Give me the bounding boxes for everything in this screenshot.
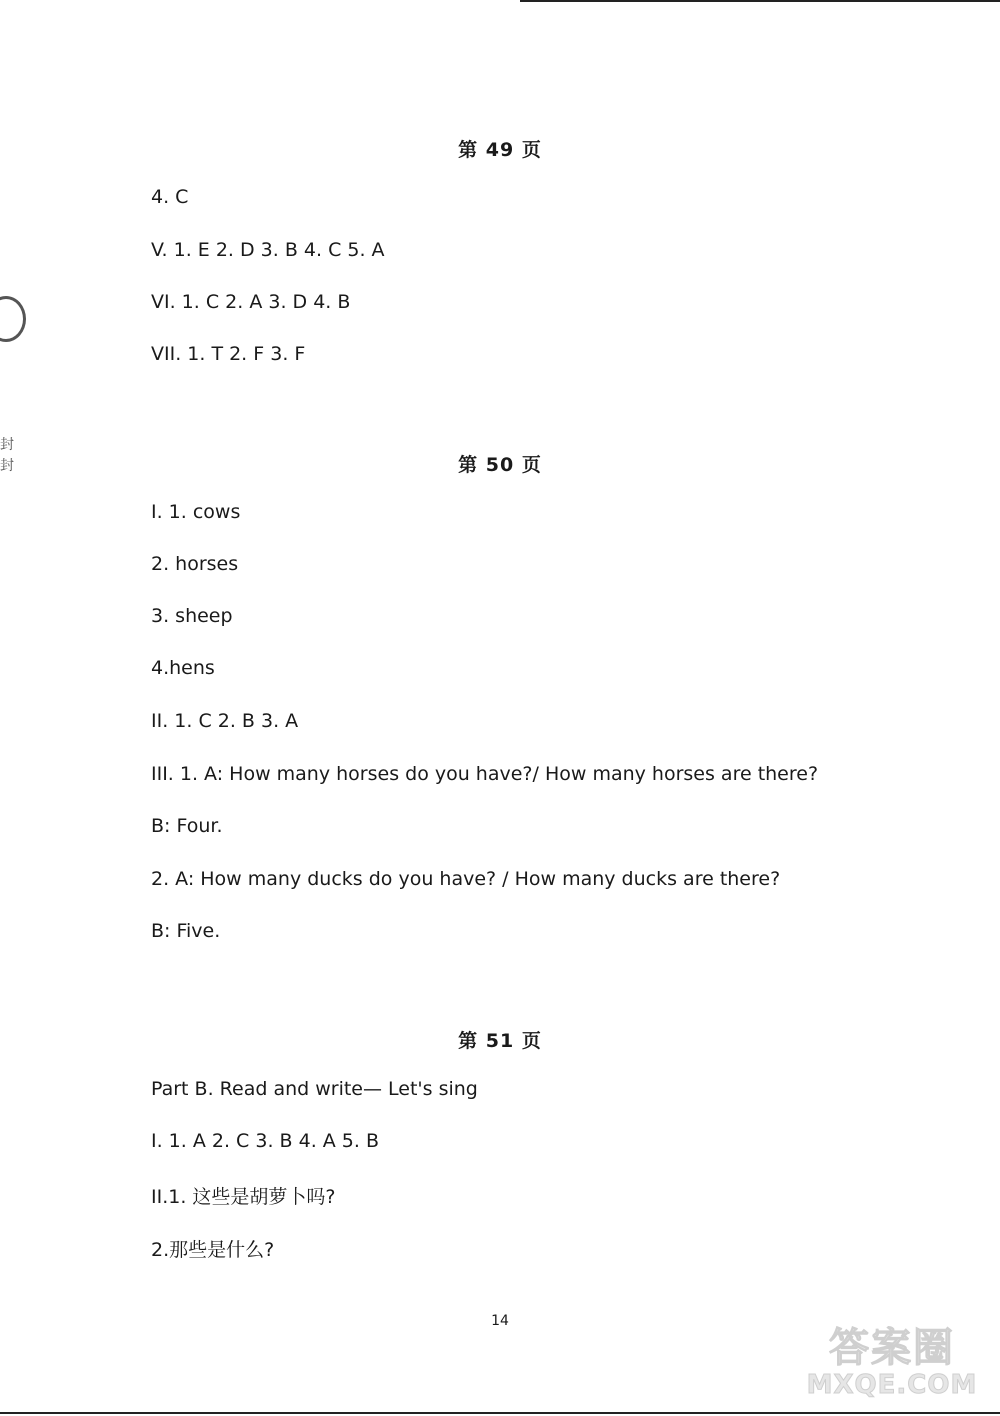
answer-line: II. 1. C 2. B 3. A xyxy=(151,710,299,732)
answer-line: VI. 1. C 2. A 3. D 4. B xyxy=(151,291,351,313)
top-border-line xyxy=(520,0,1000,2)
answer-line: I. 1. cows xyxy=(151,501,241,523)
watermark-url: MXQE.COM xyxy=(806,1370,978,1400)
bottom-border-line xyxy=(0,1412,1000,1414)
answer-line: 2. horses xyxy=(151,553,239,575)
answer-line: I. 1. A 2. C 3. B 4. A 5. B xyxy=(151,1130,380,1152)
answer-line: V. 1. E 2. D 3. B 4. C 5. A xyxy=(151,239,385,261)
answer-line: B: Five. xyxy=(151,920,221,942)
section-heading-p49: 第 49 页 xyxy=(458,139,542,161)
binding-edge-icon xyxy=(0,296,26,342)
answer-line: B: Four. xyxy=(151,815,223,837)
answer-line: VII. 1. T 2. F 3. F xyxy=(151,343,306,365)
page-number: 14 xyxy=(491,1313,509,1329)
edge-text-1: 封 xyxy=(0,437,14,453)
answer-line: 4.hens xyxy=(151,657,215,679)
answer-line: 3. sheep xyxy=(151,605,233,627)
answer-line: III. 1. A: How many horses do you have?/ How many horses are there? xyxy=(151,763,819,785)
answer-line: Part B. Read and write— Let's sing xyxy=(151,1078,478,1100)
watermark xyxy=(792,1326,992,1406)
edge-text-2: 封 xyxy=(0,458,14,474)
watermark-logo: 答案圈 xyxy=(829,1325,955,1371)
answer-line: II.1. 这些是胡萝卜吗? xyxy=(151,1186,336,1208)
answer-line: 4. C xyxy=(151,186,189,208)
section-heading-p51: 第 51 页 xyxy=(458,1030,542,1052)
answer-line: 2.那些是什么? xyxy=(151,1239,275,1261)
answer-line: 2. A: How many ducks do you have? / How many ducks are there? xyxy=(151,868,781,890)
section-heading-p50: 第 50 页 xyxy=(458,454,542,476)
